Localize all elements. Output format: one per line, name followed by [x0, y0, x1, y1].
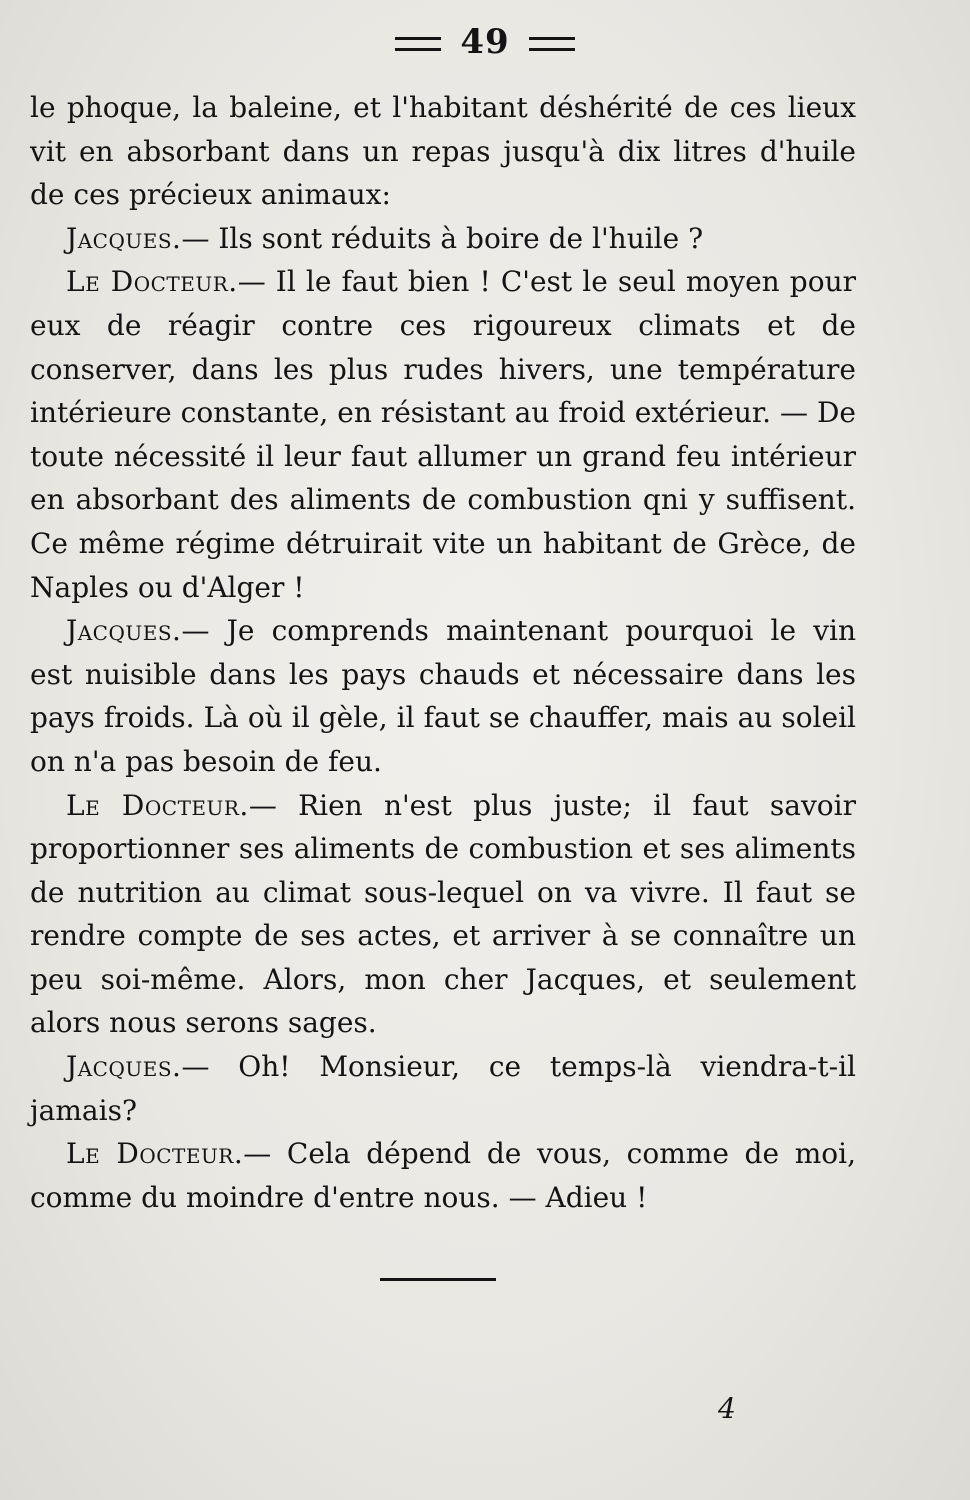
paragraph-text: le phoque, la baleine, et l'habitant déshérité de ces lieux vit en absorbant dans un repas jusqu'à dix litres d'huile de ces précieux animaux: — [30, 91, 856, 212]
paragraph-3 — [30, 260, 856, 609]
paragraph-text: — Je comprends maintenant pourquoi le vin est nuisible dans les pays chauds et nécessaire dans les pays froids. Là où il gèle, il faut se chauffer, mais au soleil on n'a pas besoin de feu. — [30, 614, 856, 778]
left-ornament — [395, 37, 441, 51]
paragraph-4 — [30, 609, 856, 783]
paragraph-text: — Rien n'est plus juste; il faut savoir proportionner ses aliments de combustion et ses aliments de nutrition au climat sous-lequel on va vivre. Il faut se rendre compte de ses actes, et arriver à se connaître un peu soi-même. Alors, mon cher Jacques, et seulement alors nous serons sages. — [30, 788, 856, 1040]
page-header — [0, 22, 970, 62]
body-text — [30, 86, 856, 1219]
speaker-name: Jacques. — [66, 221, 182, 255]
right-ornament — [529, 37, 575, 51]
speaker-name: Jacques. — [66, 614, 182, 648]
page-number: 49 — [460, 22, 510, 62]
paragraph-text: — Ils sont réduits à boire de l'huile ? — [181, 221, 704, 255]
paragraph-text: — Oh! Monsieur, ce temps-là viendra-t-il jamais? — [30, 1050, 856, 1127]
paragraph-5 — [30, 784, 856, 1046]
paragraph-2 — [30, 217, 856, 261]
paragraph-text: — Il le faut bien ! C'est le seul moyen pour eux de réagir contre ces rigoureux climats et de conserver, dans les plus rudes hivers, une température intérieure constante, en résistant au froid extérieur. — De toute nécessité il leur faut allumer un grand feu intérieur en absorbant des aliments de combustion qni y suffisent. Ce même régime détruirait vite un habitant de Grèce, de Naples ou d'Alger ! — [30, 265, 856, 604]
speaker-name: Le Docteur. — [66, 1137, 244, 1171]
speaker-name: Le Docteur. — [66, 265, 238, 299]
paragraph-6 — [30, 1045, 856, 1132]
section-divider — [380, 1278, 496, 1281]
signature-mark: 4 — [718, 1392, 736, 1425]
paragraph-1 — [30, 86, 856, 217]
speaker-name: Jacques. — [66, 1050, 182, 1084]
paragraph-text: — Cela dépend de vous, comme de moi, comme du moindre d'entre nous. — Adieu ! — [30, 1137, 856, 1214]
speaker-name: Le Docteur. — [66, 788, 249, 822]
paragraph-7 — [30, 1132, 856, 1219]
